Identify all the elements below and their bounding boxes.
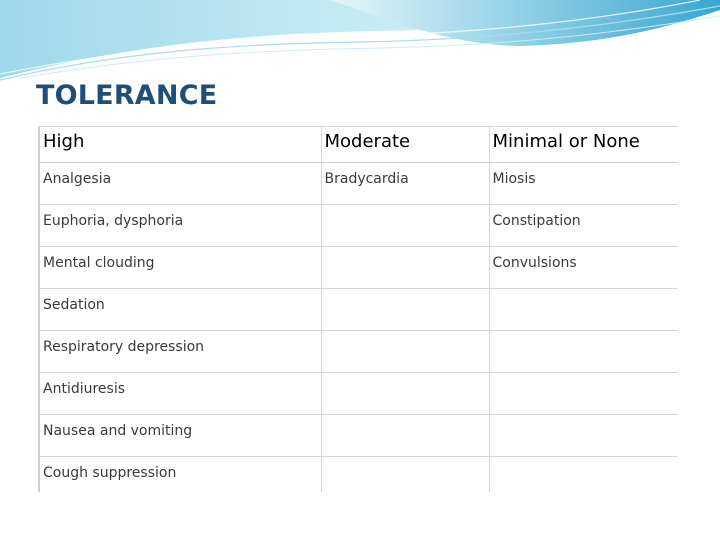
table-cell (321, 205, 489, 247)
table-cell (489, 457, 678, 493)
table-header-row (39, 127, 678, 163)
table-cell: Nausea and vomiting (39, 415, 321, 457)
header-wave-decoration (0, 0, 720, 90)
table-cell (321, 373, 489, 415)
table-cell (489, 415, 678, 457)
tolerance-table (38, 126, 678, 492)
table-row (39, 247, 678, 289)
table-cell: Analgesia (39, 163, 321, 205)
table-row (39, 205, 678, 247)
table-cell: Cough suppression (39, 457, 321, 493)
table-cell (489, 331, 678, 373)
table-cell (489, 373, 678, 415)
column-header-minimal: Minimal or None (489, 127, 678, 163)
table-cell: Respiratory depression (39, 331, 321, 373)
table-row (39, 331, 678, 373)
table-row (39, 373, 678, 415)
table-cell: Constipation (489, 205, 678, 247)
table-cell (489, 289, 678, 331)
tolerance-table-container (38, 126, 678, 492)
table-row (39, 415, 678, 457)
table-cell: Mental clouding (39, 247, 321, 289)
slide-title: TOLERANCE (36, 80, 218, 111)
table-cell: Euphoria, dysphoria (39, 205, 321, 247)
table-row (39, 163, 678, 205)
table-row (39, 457, 678, 493)
table-cell (321, 415, 489, 457)
table-cell (321, 457, 489, 493)
column-header-moderate: Moderate (321, 127, 489, 163)
table-cell: Miosis (489, 163, 678, 205)
table-cell: Bradycardia (321, 163, 489, 205)
table-cell (321, 289, 489, 331)
table-cell (321, 247, 489, 289)
table-cell: Sedation (39, 289, 321, 331)
table-cell (321, 331, 489, 373)
table-cell: Convulsions (489, 247, 678, 289)
table-cell: Antidiuresis (39, 373, 321, 415)
table-row (39, 289, 678, 331)
column-header-high: High (39, 127, 321, 163)
